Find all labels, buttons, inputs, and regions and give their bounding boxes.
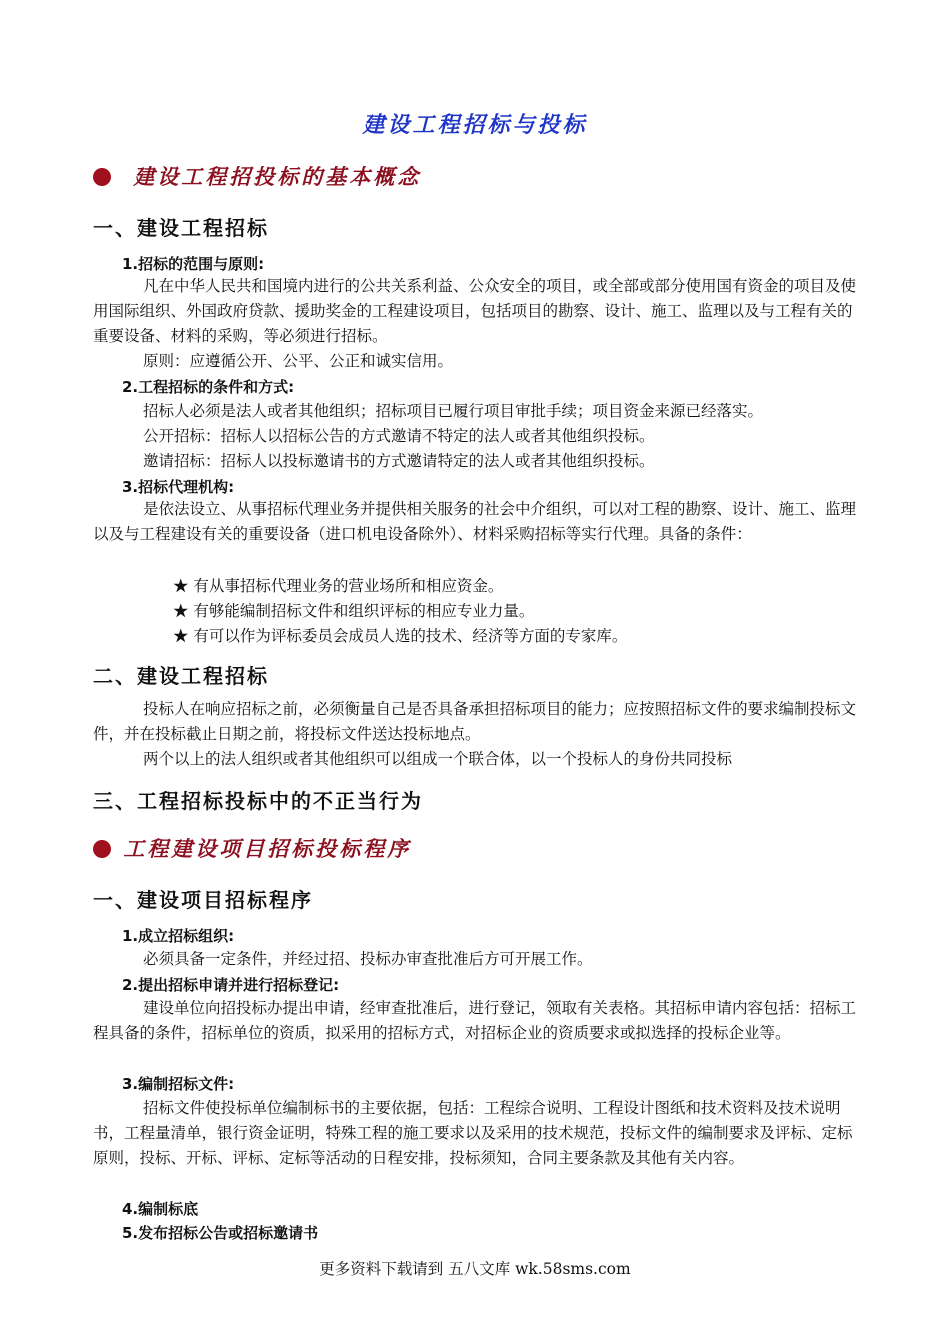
paragraph: 邀请招标：招标人以投标邀请书的方式邀请特定的法人或者其他组织投标。 xyxy=(143,452,655,470)
section-heading: 一、建设工程招标 xyxy=(93,216,269,240)
paragraph: 投标人在响应招标之前，必须衡量自己是否具备承担招标项目的能力；应按照招标文件的要求编制投标文件，并在投标截止日期之前，将投标文件送达投标地点。 xyxy=(93,700,857,743)
bullet-dot-icon xyxy=(93,840,111,858)
section-heading: 三、工程招标投标中的不正当行为 xyxy=(93,789,423,813)
list-item: ★ 有够能编制招标文件和组织评标的相应专业力量。 xyxy=(173,602,535,620)
paragraph: 原则：应遵循公开、公平、公正和诚实信用。 xyxy=(143,352,454,370)
section-heading: 二、建设工程招标 xyxy=(93,664,269,688)
paragraph: 招标人必须是法人或者其他组织；招标项目已履行项目审批手续；项目资金来源已经落实。 xyxy=(143,402,764,420)
paragraph: 必须具备一定条件，并经过招、投标办审查批准后方可开展工作。 xyxy=(143,950,593,968)
paragraph: 两个以上的法人组织或者其他组织可以组成一个联合体，以一个投标人的身份共同投标 xyxy=(143,750,733,768)
paragraph: 公开招标：招标人以招标公告的方式邀请不特定的法人或者其他组织投标。 xyxy=(143,427,655,445)
sub-heading: 5.发布招标公告或招标邀请书 xyxy=(122,1224,319,1242)
footer-download-link[interactable]: 更多资料下载请到 五八文库 wk.58sms.com xyxy=(319,1260,631,1278)
sub-heading: 3.招标代理机构: xyxy=(122,478,235,496)
list-item: ★ 有从事招标代理业务的营业场所和相应资金。 xyxy=(173,577,504,595)
paragraph: 建设单位向招投标办提出申请，经审查批准后，进行登记，领取有关表格。其招标申请内容包括：招标工程具备的条件，招标单位的资质，拟采用的招标方式，对招标企业的资质要求或拟选择的投标企业等。 xyxy=(93,999,857,1042)
document-title: 建设工程招标与投标 xyxy=(362,112,588,138)
section-group-heading-procedure xyxy=(93,833,411,863)
sub-heading: 3.编制招标文件: xyxy=(122,1075,235,1093)
paragraph: 招标文件使投标单位编制标书的主要依据，包括：工程综合说明、工程设计图纸和技术资料及技术说明书，工程量清单，银行资金证明，特殊工程的施工要求以及采用的技术规范，投标文件的编制要求及评标、定标原则，投标、开标、评标、定标等活动的日程安排，投标须知，合同主要条款及其他有关内容。 xyxy=(93,1099,853,1167)
sub-heading: 2.提出招标申请并进行招标登记: xyxy=(122,976,340,994)
sub-heading: 1.招标的范围与原则: xyxy=(122,255,265,273)
bullet-dot-icon xyxy=(93,168,111,186)
section-group-heading-text: 工程建设项目招标投标程序 xyxy=(123,836,412,861)
section-group-heading-concepts xyxy=(93,161,421,191)
sub-heading: 1.成立招标组织: xyxy=(122,927,235,945)
paragraph: 凡在中华人民共和国境内进行的公共关系利益、公众安全的项目，或全部或部分使用国有资金的项目及使用国际组织、外国政府贷款、援助奖金的工程建设项目，包括项目的勘察、设计、施工、监理以及与工程有关的重要设备、材料的采购，等必须进行招标。 xyxy=(93,277,857,345)
list-item: ★ 有可以作为评标委员会成员人选的技术、经济等方面的专家库。 xyxy=(173,627,628,645)
paragraph: 是依法设立、从事招标代理业务并提供相关服务的社会中介组织，可以对工程的勘察、设计、施工、监理以及与工程建设有关的重要设备（进口机电设备除外）、材料采购招标等实行代理。具备的条件： xyxy=(93,500,857,543)
section-heading: 一、建设项目招标程序 xyxy=(93,888,313,912)
sub-heading: 2.工程招标的条件和方式: xyxy=(122,378,295,396)
section-group-heading-text: 建设工程招投标的基本概念 xyxy=(133,164,422,189)
sub-heading: 4.编制标底 xyxy=(122,1200,199,1218)
